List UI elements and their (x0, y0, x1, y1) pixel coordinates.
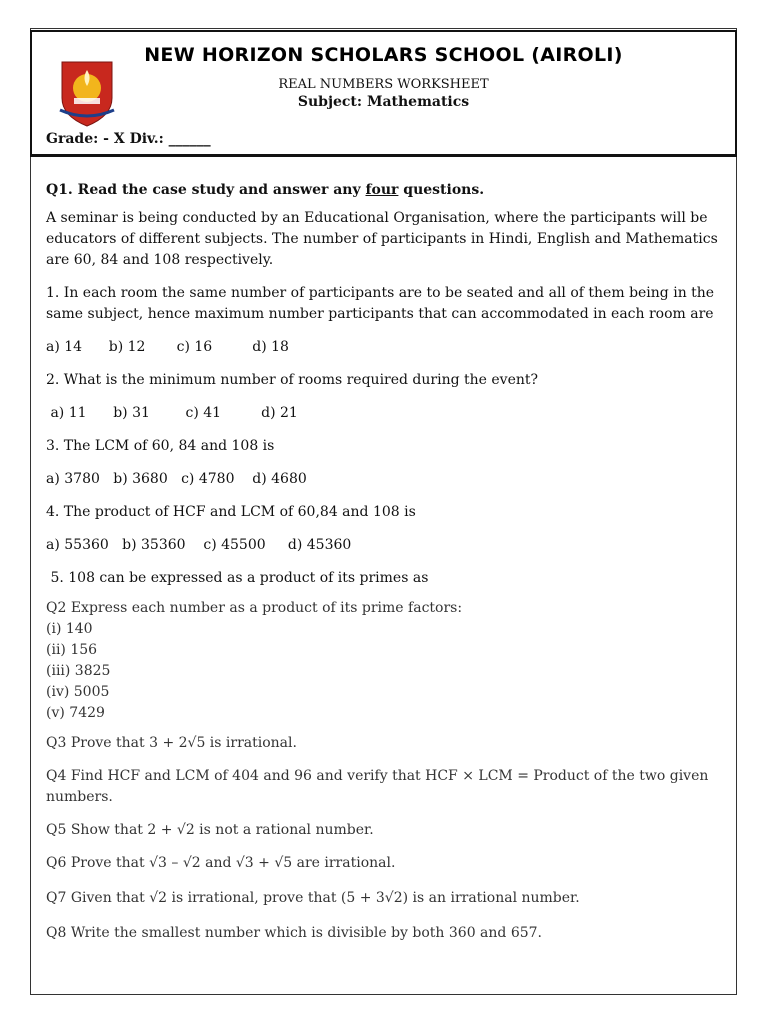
worksheet-content (46, 180, 722, 944)
q3-text: Q3 Prove that 3 + 2√5 is irrational. (46, 735, 297, 751)
q8-text: Q8 Write the smallest number which is divisible by both 360 and 657. (46, 925, 542, 941)
subject-line: Subject: Mathematics (297, 94, 470, 110)
q4-text: Q4 Find HCF and LCM of 404 and 96 and verify that HCF × LCM = Product of the two given numbers. (46, 768, 709, 805)
q1-heading-a: Q1. Read the case study and answer any (46, 182, 366, 198)
q2-item: (iii) 3825 (46, 663, 111, 679)
q1-heading-emphasis: four (365, 182, 399, 198)
school-name: NEW HORIZON SCHOLARS SCHOOL (AIROLI) (144, 44, 623, 66)
q2-item: (ii) 156 (46, 642, 98, 658)
q1-heading-b: questions. (398, 182, 485, 198)
q1-heading (46, 180, 722, 201)
q2-item: (i) 140 (46, 621, 93, 637)
q1-options-3: a) 3780 b) 3680 c) 4780 d) 4680 (46, 471, 307, 487)
q2-item: (v) 7429 (46, 705, 105, 721)
q2-text: Q2 Express each number as a product of its prime factors: (46, 600, 463, 616)
q1-options-1: a) 14 b) 12 c) 16 d) 18 (46, 339, 289, 355)
q5-text: Q5 Show that 2 + √2 is not a rational number. (46, 822, 374, 838)
q1-subquestion-3: 3. The LCM of 60, 84 and 108 is (46, 438, 275, 454)
grade-division-line: Grade: - X Div.: ______ (46, 131, 211, 147)
q1-subquestion-1: 1. In each room the same number of participants are to be seated and all of them being in the same subject, hence maximum number participants that can accommodated in each room are (46, 285, 715, 322)
worksheet-header (30, 30, 737, 157)
q1-case-study: A seminar is being conducted by an Educational Organisation, where the participants will be educators of different subjects. The number of participants in Hindi, English and Mathematics are 60, 84 and 108 respectively. (46, 210, 718, 268)
q7-text: Q7 Given that √2 is irrational, prove that (5 + 3√2) is an irrational number. (46, 890, 580, 906)
q1-options-2: a) 11 b) 31 c) 41 d) 21 (46, 405, 298, 421)
q1-subquestion-5: 5. 108 can be expressed as a product of its primes as (46, 570, 429, 586)
q1-subquestion-4: 4. The product of HCF and LCM of 60,84 and 108 is (46, 504, 416, 520)
q6-text: Q6 Prove that √3 – √2 and √3 + √5 are irrational. (46, 855, 396, 871)
q1-options-4: a) 55360 b) 35360 c) 45500 d) 45360 (46, 537, 352, 553)
q2-block (46, 598, 722, 724)
q2-item: (iv) 5005 (46, 684, 110, 700)
q1-subquestion-2: 2. What is the minimum number of rooms required during the event? (46, 372, 539, 388)
worksheet-title: REAL NUMBERS WORKSHEET (278, 77, 489, 92)
